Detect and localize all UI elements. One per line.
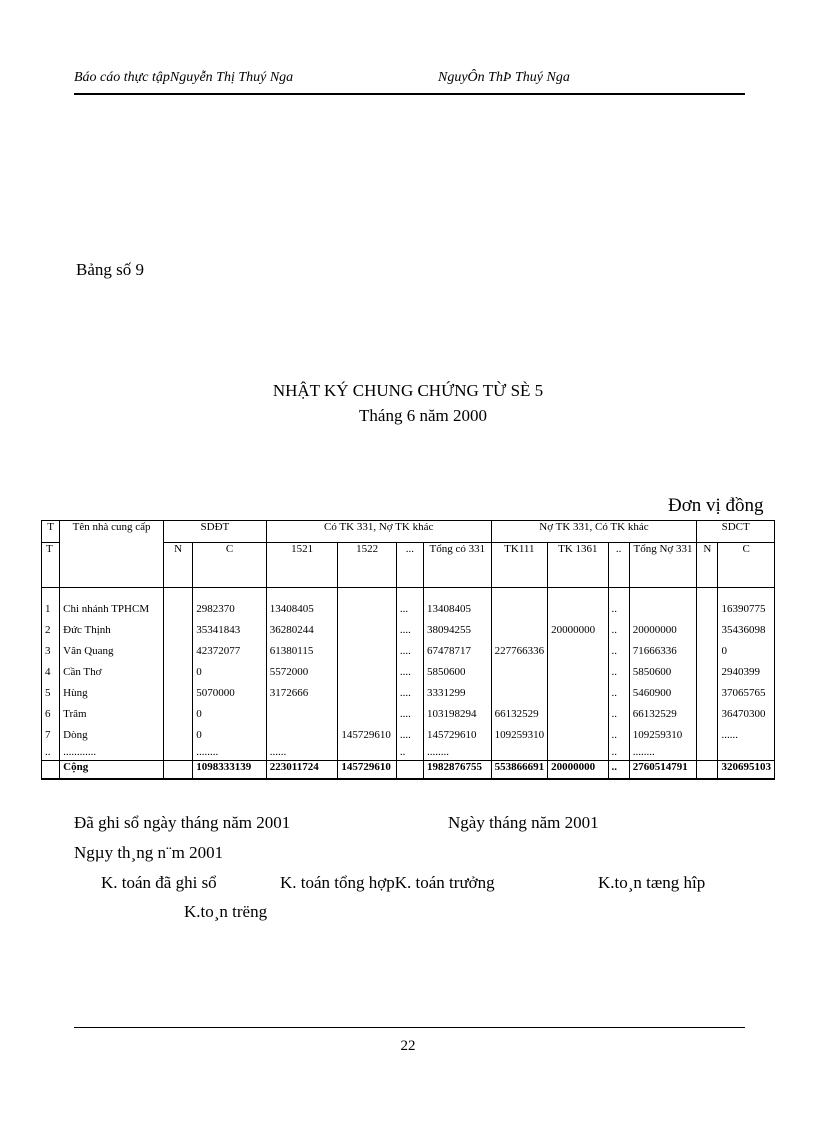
cell-d1: ....: [396, 641, 423, 662]
cell-c: 0: [193, 704, 267, 725]
col-c2: C: [718, 543, 775, 588]
cell-tk1361: [548, 704, 608, 725]
cell-n: [163, 704, 192, 725]
cell-d1: ....: [396, 725, 423, 746]
cell-n: [163, 662, 192, 683]
cell-c: 1098333139: [193, 761, 267, 780]
cell-c: 2982370: [193, 599, 267, 620]
header-right: NguyÔn ThÞ Thuý Nga: [438, 70, 570, 85]
cell-c2: ......: [718, 725, 775, 746]
cell-c: ........: [193, 746, 267, 761]
cell-n2: [697, 641, 718, 662]
col-credit-group: Có TK 331, Nợ TK khác: [266, 521, 491, 543]
cell-c: 5070000: [193, 683, 267, 704]
cell-n2: [697, 704, 718, 725]
cell-a1521: ......: [266, 746, 338, 761]
cell-a1522: [338, 599, 396, 620]
cell-tk111: [491, 662, 547, 683]
header-row-1: [42, 521, 775, 543]
table-row: [42, 599, 775, 620]
cell-d1: ....: [396, 683, 423, 704]
col-dots1: ...: [396, 543, 423, 588]
cell-d2: ..: [608, 620, 629, 641]
cell-totalno: ........: [629, 746, 697, 761]
document-subtitle: Tháng 6 năm 2000: [359, 406, 487, 425]
col-supplier: Tên nhà cung cấp: [60, 521, 164, 588]
col-debit-group: Nợ TK 331, Có TK khác: [491, 521, 697, 543]
sign-date-line-garbled: Ngµy th¸ng n¨m 2001: [74, 843, 224, 862]
cell-totalno: 5850600: [629, 662, 697, 683]
cell-n2: [697, 620, 718, 641]
cell-totalno: 2760514791: [629, 761, 697, 780]
cell-tt: 5: [42, 683, 60, 704]
cell-n2: [697, 599, 718, 620]
cell-d1: ..: [396, 746, 423, 761]
cell-c2: [718, 746, 775, 761]
cell-a1522: 145729610: [338, 725, 396, 746]
cell-d2: ..: [608, 746, 629, 761]
cell-name: Vân Quang: [60, 641, 164, 662]
cell-tk1361: 20000000: [548, 620, 608, 641]
cell-a1522: [338, 641, 396, 662]
cell-totalno: 20000000: [629, 620, 697, 641]
cell-tk1361: 20000000: [548, 761, 608, 780]
sign-date-line: Ngày tháng năm 2001: [448, 813, 599, 832]
cell-tk1361: [548, 599, 608, 620]
cell-totalno: [629, 599, 697, 620]
col-c1: C: [193, 543, 267, 588]
cell-tk1361: [548, 746, 608, 761]
cell-d2: ..: [608, 725, 629, 746]
cell-d1: ....: [396, 662, 423, 683]
header-divider: [74, 93, 745, 95]
cell-a1521: 5572000: [266, 662, 338, 683]
header-left: Báo cáo thực tậpNguyễn Thị Thuý Nga: [74, 70, 294, 85]
cell-n2: [697, 662, 718, 683]
cell-name: Cần Thơ: [60, 662, 164, 683]
cell-totalno: 109259310: [629, 725, 697, 746]
cell-d2: ..: [608, 704, 629, 725]
col-tk1361: TK 1361: [548, 543, 608, 588]
cell-d2: ..: [608, 662, 629, 683]
cell-tt: 4: [42, 662, 60, 683]
cell-a1521: 3172666: [266, 683, 338, 704]
cell-total331: 3331299: [424, 683, 492, 704]
cell-n: [163, 641, 192, 662]
cell-n2: [697, 746, 718, 761]
footer-divider: [74, 1027, 745, 1028]
cell-n: [163, 761, 192, 780]
col-n1: N: [163, 543, 192, 588]
col-total331: Tổng có 331: [424, 543, 492, 588]
document-title: NHẬT KÝ CHUNG CHỨNG TỪ SÈ 5: [272, 381, 544, 400]
cell-c2: 36470300: [718, 704, 775, 725]
cell-name: Cộng: [60, 761, 164, 780]
cell-c2: 0: [718, 641, 775, 662]
col-totalno: Tổng Nợ 331: [629, 543, 697, 588]
cell-totalno: 66132529: [629, 704, 697, 725]
recorded-date-line: Đã ghi sổ ngày tháng năm 2001: [74, 813, 291, 832]
cell-n: [163, 620, 192, 641]
cell-tt: 7: [42, 725, 60, 746]
cell-tt: 6: [42, 704, 60, 725]
cell-total331: ........: [424, 746, 492, 761]
cell-tk111: [491, 683, 547, 704]
cell-total331: 5850600: [424, 662, 492, 683]
cell-name: ............: [60, 746, 164, 761]
cell-d1: ....: [396, 620, 423, 641]
cell-a1522: 145729610: [338, 761, 396, 780]
col-sddt: SDĐT: [163, 521, 266, 543]
cell-a1521: 61380115: [266, 641, 338, 662]
cell-tk1361: [548, 641, 608, 662]
cell-c2: 320695103: [718, 761, 775, 780]
cell-name: Trâm: [60, 704, 164, 725]
cell-tk111: 553866691: [491, 761, 547, 780]
cell-c2: 35436098: [718, 620, 775, 641]
col-tt-bottom: T: [42, 543, 60, 588]
cell-a1521: [266, 704, 338, 725]
cell-tk1361: [548, 725, 608, 746]
signature-chief-accountant: K.to¸n trëng: [184, 902, 268, 921]
cell-tk1361: [548, 662, 608, 683]
cell-d1: ...: [396, 599, 423, 620]
cell-c: 42372077: [193, 641, 267, 662]
cell-c: 35341843: [193, 620, 267, 641]
cell-totalno: 71666336: [629, 641, 697, 662]
cell-name: Dòng: [60, 725, 164, 746]
cell-tk111: [491, 599, 547, 620]
table-row-continued: [42, 746, 775, 761]
cell-tk1361: [548, 683, 608, 704]
cell-total331: 1982876755: [424, 761, 492, 780]
cell-a1521: 223011724: [266, 761, 338, 780]
cell-c: 0: [193, 662, 267, 683]
table-total-row: [42, 761, 775, 780]
cell-d2: ..: [608, 599, 629, 620]
cell-a1522: [338, 683, 396, 704]
page-number: 22: [400, 1038, 416, 1054]
cell-a1522: [338, 662, 396, 683]
cell-d2: ..: [608, 761, 629, 780]
cell-tt: 3: [42, 641, 60, 662]
cell-a1522: [338, 620, 396, 641]
cell-total331: 13408405: [424, 599, 492, 620]
cell-a1522: [338, 746, 396, 761]
journal-table: [41, 520, 775, 780]
col-sdct: SDCT: [697, 521, 775, 543]
cell-name: Hùng: [60, 683, 164, 704]
cell-a1521: [266, 725, 338, 746]
cell-a1521: 36280244: [266, 620, 338, 641]
cell-d2: ..: [608, 683, 629, 704]
cell-total331: 103198294: [424, 704, 492, 725]
table-body: [42, 599, 775, 779]
cell-n: [163, 599, 192, 620]
cell-c: 0: [193, 725, 267, 746]
col-dots2: ..: [608, 543, 629, 588]
cell-c2: 16390775: [718, 599, 775, 620]
table-row: [42, 662, 775, 683]
cell-n2: [697, 683, 718, 704]
signature-general-chief-accountant: K. toán tổng hợpK. toán trưởng: [280, 873, 495, 892]
col-n2: N: [697, 543, 718, 588]
cell-tt: ..: [42, 746, 60, 761]
col-tk111: TK111: [491, 543, 547, 588]
cell-n: [163, 746, 192, 761]
currency-unit: Đơn vị đồng: [668, 495, 764, 516]
col-tt-top: T: [42, 521, 60, 543]
cell-name: Chi nhánh TPHCM: [60, 599, 164, 620]
cell-total331: 67478717: [424, 641, 492, 662]
spacer-row: [42, 588, 775, 600]
cell-name: Đức Thịnh: [60, 620, 164, 641]
cell-a1521: 13408405: [266, 599, 338, 620]
table-row: [42, 704, 775, 725]
table-row: [42, 620, 775, 641]
cell-tt: [42, 761, 60, 780]
signature-recording-accountant: K. toán đã ghi sổ: [101, 873, 217, 892]
cell-n: [163, 683, 192, 704]
cell-d1: ....: [396, 704, 423, 725]
cell-c2: 2940399: [718, 662, 775, 683]
cell-n2: [697, 761, 718, 780]
table-row: [42, 725, 775, 746]
cell-tt: 1: [42, 599, 60, 620]
cell-d2: ..: [608, 641, 629, 662]
cell-d1: [396, 761, 423, 780]
cell-n2: [697, 725, 718, 746]
cell-tk111: [491, 620, 547, 641]
cell-n: [163, 725, 192, 746]
table-row: [42, 683, 775, 704]
table-row: [42, 641, 775, 662]
cell-a1522: [338, 704, 396, 725]
cell-tk111: [491, 746, 547, 761]
cell-total331: 38094255: [424, 620, 492, 641]
cell-tk111: 109259310: [491, 725, 547, 746]
cell-tt: 2: [42, 620, 60, 641]
table-number: Bảng số 9: [76, 260, 144, 279]
cell-tk111: 227766336: [491, 641, 547, 662]
cell-c2: 37065765: [718, 683, 775, 704]
col-1522: 1522: [338, 543, 396, 588]
cell-total331: 145729610: [424, 725, 492, 746]
col-1521: 1521: [266, 543, 338, 588]
cell-tk111: 66132529: [491, 704, 547, 725]
signature-general-accountant: K.to¸n tæng hîp: [598, 873, 706, 892]
cell-totalno: 5460900: [629, 683, 697, 704]
